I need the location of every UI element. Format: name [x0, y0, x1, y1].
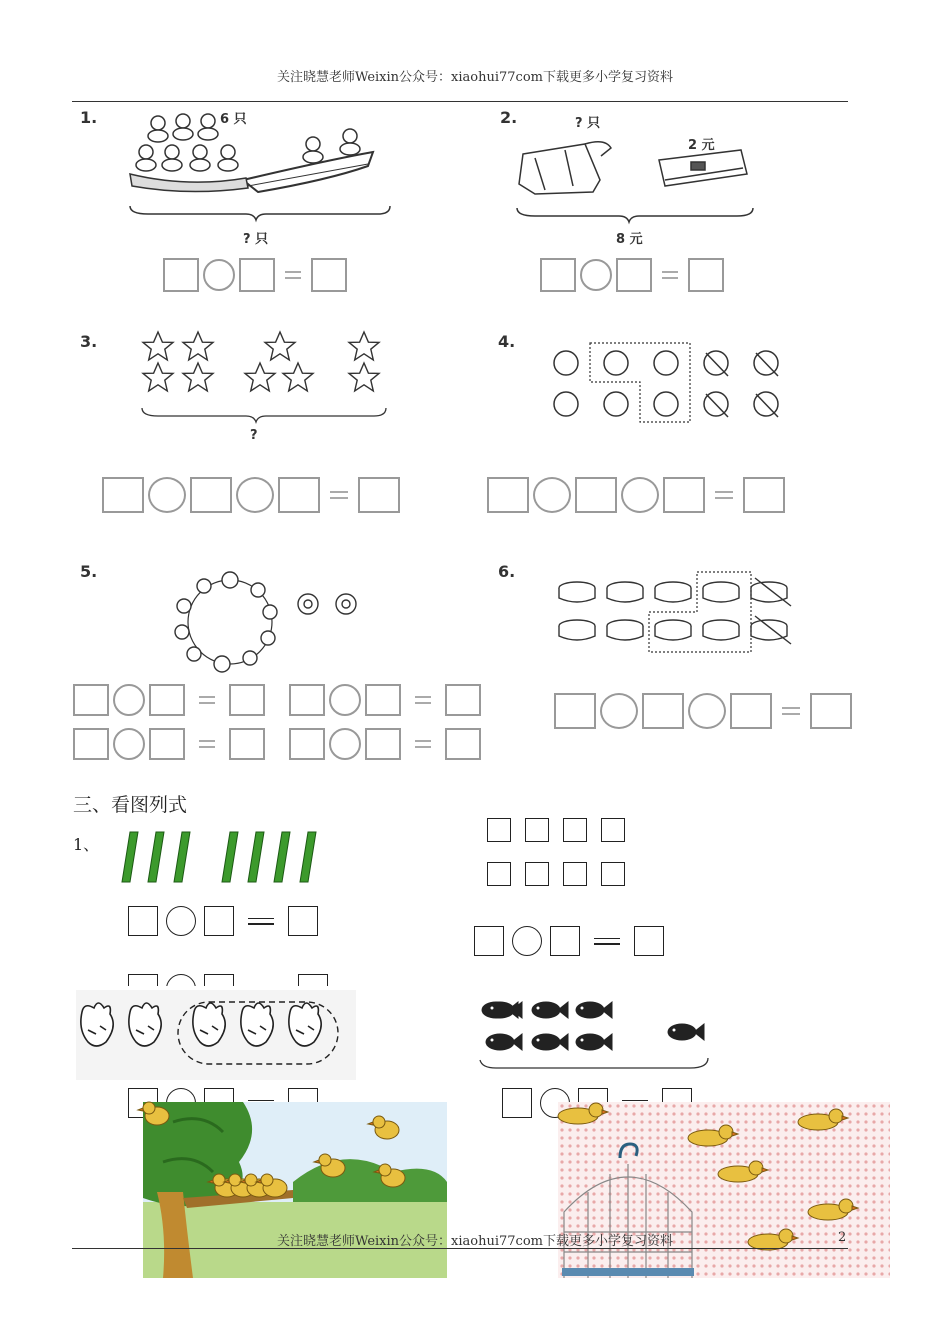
answer-box[interactable] [149, 728, 185, 760]
square-item [525, 862, 549, 886]
equals-sign [330, 491, 348, 499]
answer-box[interactable] [229, 684, 265, 716]
operator-circle[interactable] [148, 477, 186, 513]
problem-5-equation-2 [289, 684, 481, 716]
square-item [601, 862, 625, 886]
equals-sign [594, 938, 620, 945]
answer-box[interactable] [688, 258, 724, 292]
problem-2-equation [540, 258, 724, 292]
answer-box[interactable] [810, 693, 852, 729]
equals-sign [415, 740, 431, 748]
answer-box[interactable] [575, 477, 617, 513]
problem-1-bottom-label: ? 只 [243, 232, 269, 247]
header-rule [72, 101, 848, 102]
page-number: 2 [838, 1230, 847, 1245]
problem-4-equation [487, 477, 785, 513]
answer-box[interactable] [554, 693, 596, 729]
answer-box[interactable] [204, 906, 234, 936]
problem-5-number: 5. [80, 562, 98, 581]
problem-5-equation-3 [73, 728, 265, 760]
problem-3-bottom-label: ? [250, 428, 258, 443]
equals-sign [248, 918, 274, 925]
equals-sign [415, 696, 431, 704]
operator-circle[interactable] [113, 684, 145, 716]
square-item [601, 818, 625, 842]
answer-box[interactable] [634, 926, 664, 956]
answer-box[interactable] [288, 906, 318, 936]
problem-2-price-label: 2 元 [688, 138, 715, 153]
section-3-title: 三、看图列式 [73, 794, 188, 816]
answer-box[interactable] [128, 906, 158, 936]
equals-sign [782, 707, 800, 715]
answer-box[interactable] [289, 684, 325, 716]
answer-box[interactable] [502, 1088, 532, 1118]
problem-1-equation [163, 258, 347, 292]
square-item [487, 818, 511, 842]
cage-birds-picture [558, 1102, 890, 1278]
equals-sign [199, 696, 215, 704]
answer-box[interactable] [730, 693, 772, 729]
problem-5-equation-1 [73, 684, 265, 716]
operator-circle[interactable] [600, 693, 638, 729]
cakes-group-illustration [555, 570, 805, 656]
operator-circle[interactable] [688, 693, 726, 729]
answer-box[interactable] [289, 728, 325, 760]
answer-box[interactable] [73, 728, 109, 760]
answer-box[interactable] [663, 477, 705, 513]
problem-3-number: 3. [80, 332, 98, 351]
square-item [487, 862, 511, 886]
equals-sign [199, 740, 215, 748]
page-footer: 关注晓慧老师Weixin公众号：xiaohui77com下载更多小学复习资料 [277, 1234, 673, 1249]
tree-birds-picture [143, 1102, 447, 1278]
sticks-illustration [118, 828, 328, 886]
bead-necklace-illustration [160, 572, 370, 677]
problem-2-top-label: ? 只 [575, 116, 601, 131]
small-squares-grid [487, 818, 625, 886]
square-item [563, 818, 587, 842]
answer-box[interactable] [149, 684, 185, 716]
problem-6-number: 6. [498, 562, 516, 581]
problem-6-equation [554, 693, 852, 729]
ducks-and-boat-illustration [128, 108, 398, 218]
operator-circle[interactable] [533, 477, 571, 513]
answer-box[interactable] [550, 926, 580, 956]
radishes-illustration [76, 990, 356, 1080]
operator-circle[interactable] [329, 728, 361, 760]
answer-box[interactable] [487, 477, 529, 513]
equals-sign [662, 271, 678, 279]
operator-circle[interactable] [236, 477, 274, 513]
answer-box[interactable] [278, 477, 320, 513]
answer-box[interactable] [445, 728, 481, 760]
fish-illustration [476, 992, 716, 1076]
problem-4-number: 4. [498, 332, 516, 351]
sticks-equation [128, 906, 318, 936]
page-header: 关注晓慧老师Weixin公众号：xiaohui77com下载更多小学复习资料 [277, 70, 673, 85]
problem-1-number: 1. [80, 108, 98, 127]
operator-circle[interactable] [512, 926, 542, 956]
square-item [563, 862, 587, 886]
squares-equation [474, 926, 664, 956]
answer-box[interactable] [229, 728, 265, 760]
answer-box[interactable] [445, 684, 481, 716]
answer-box[interactable] [743, 477, 785, 513]
operator-circle[interactable] [621, 477, 659, 513]
answer-box[interactable] [239, 258, 275, 292]
answer-box[interactable] [73, 684, 109, 716]
problem-1-top-label: 6 只 [220, 112, 247, 127]
equals-sign [715, 491, 733, 499]
operator-circle[interactable] [166, 906, 196, 936]
answer-box[interactable] [365, 684, 401, 716]
problem-5-equation-4 [289, 728, 481, 760]
problem-3-equation [102, 477, 400, 513]
answer-box[interactable] [311, 258, 347, 292]
partially-hidden-equation [128, 974, 338, 986]
circles-group-illustration [548, 340, 788, 425]
problem-2-number: 2. [500, 108, 518, 127]
square-item [525, 818, 549, 842]
answer-box[interactable] [642, 693, 684, 729]
answer-box[interactable] [474, 926, 504, 956]
answer-box[interactable] [358, 477, 400, 513]
operator-circle[interactable] [203, 259, 235, 291]
stars-illustration [138, 330, 398, 445]
answer-box[interactable] [163, 258, 199, 292]
answer-box[interactable] [616, 258, 652, 292]
equals-sign [285, 271, 301, 279]
operator-circle[interactable] [580, 259, 612, 291]
answer-box[interactable] [190, 477, 232, 513]
answer-box[interactable] [540, 258, 576, 292]
operator-circle[interactable] [329, 684, 361, 716]
operator-circle[interactable] [113, 728, 145, 760]
bag-and-pencilcase-illustration [515, 130, 765, 222]
section-3-q1-number: 1、 [73, 835, 100, 854]
problem-2-bottom-label: 8 元 [616, 232, 643, 247]
answer-box[interactable] [102, 477, 144, 513]
answer-box[interactable] [365, 728, 401, 760]
